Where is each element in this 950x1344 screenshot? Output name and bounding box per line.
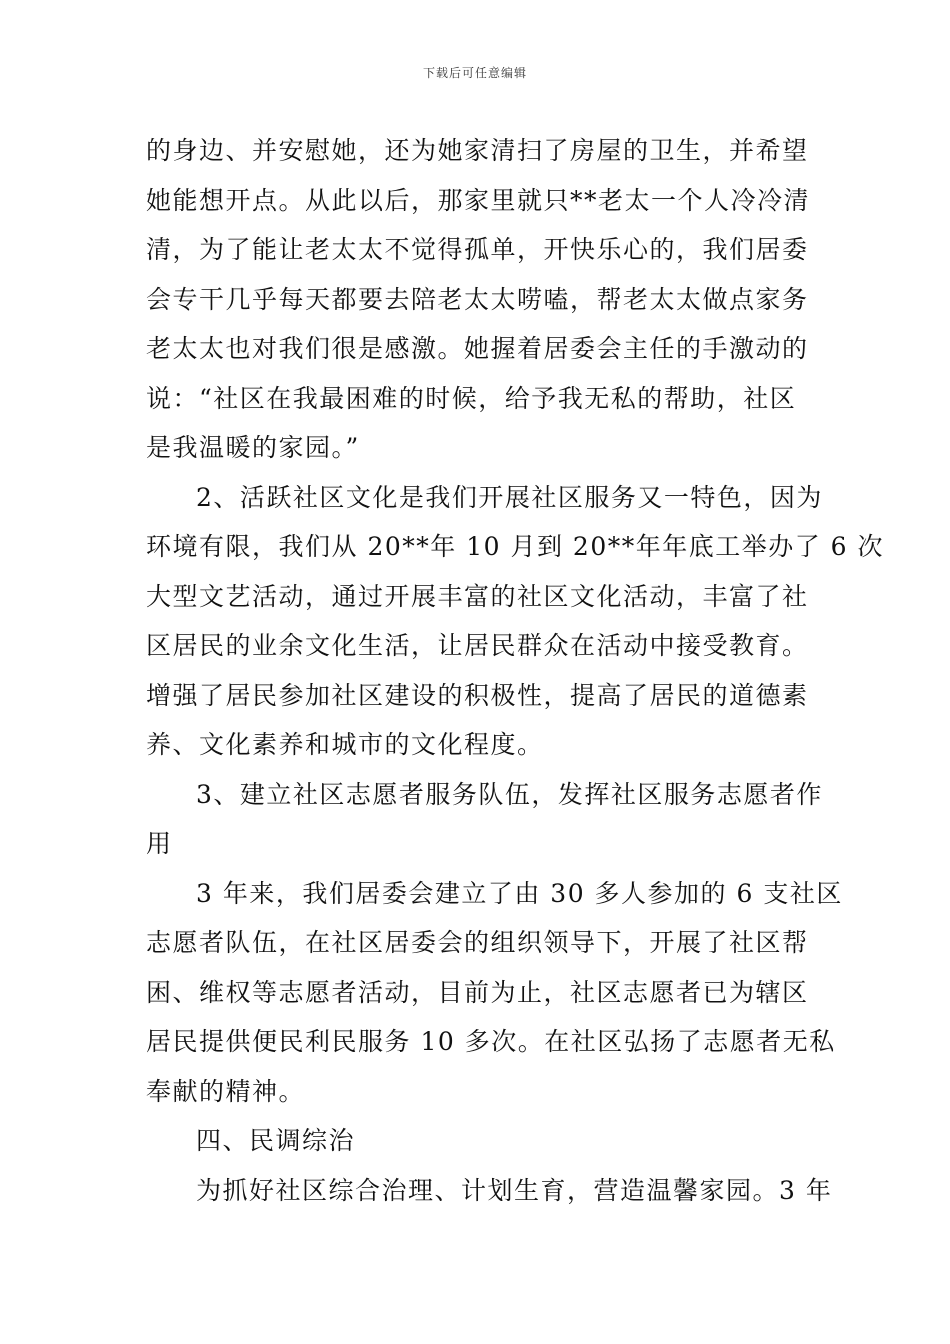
- paragraph-start-line: 2、活跃社区文化是我们开展社区服务又一特色，因为: [196, 482, 823, 512]
- text-line: 的身边、并安慰她，还为她家清扫了房屋的卫生，并希望: [146, 136, 809, 165]
- text-line: 居民提供便民利民服务 10 多次。在社区弘扬了志愿者无私: [146, 1027, 836, 1056]
- text-line: 大型文艺活动，通过开展丰富的社区文化活动，丰富了社: [146, 581, 809, 611]
- text-line: 困、维权等志愿者活动，目前为止，社区志愿者已为辖区: [146, 977, 809, 1007]
- document-body: [146, 126, 885, 1215]
- text-line: 说：“社区在我最困难的时候，给予我无私的帮助，社区: [146, 383, 797, 413]
- text-line: 是我温暖的家园。”: [146, 433, 360, 462]
- text-line: 她能想开点。从此以后，那家里就只**老太一个人冷冷清: [146, 185, 811, 215]
- section-heading-line: 3、建立社区志愿者服务队伍，发挥社区服务志愿者作: [196, 779, 823, 809]
- text-line: 用: [146, 829, 173, 858]
- page-header: 下载后可任意编辑: [422, 66, 527, 80]
- paragraph-start-line: 为抓好社区综合治理、计划生育，营造温馨家园。3 年: [196, 1175, 833, 1205]
- text-line: 区居民的业余文化生活，让居民群众在活动中接受教育。: [146, 631, 809, 660]
- text-line: 环境有限，我们从 20**年 10 月到 20**年年底工举办了 6 次: [146, 532, 885, 561]
- section-heading-line: 四、民调综治: [196, 1126, 356, 1155]
- text-line: 清，为了能让老太太不觉得孤单，开快乐心的，我们居委: [146, 235, 809, 264]
- text-line: 志愿者队伍，在社区居委会的组织领导下，开展了社区帮: [146, 928, 809, 957]
- text-line: 奉献的精神。: [146, 1076, 306, 1106]
- text-line: 会专干几乎每天都要去陪老太太唠嗑，帮老太太做点家务: [146, 284, 809, 314]
- text-line: 养、文化素养和城市的文化程度。: [146, 730, 544, 759]
- text-line: 老太太也对我们很是感激。她握着居委会主任的手激动的: [146, 334, 809, 363]
- text-line: 增强了居民参加社区建设的积极性，提高了居民的道德素: [146, 680, 809, 710]
- paragraph-start-line: 3 年来，我们居委会建立了由 30 多人参加的 6 支社区: [196, 878, 843, 908]
